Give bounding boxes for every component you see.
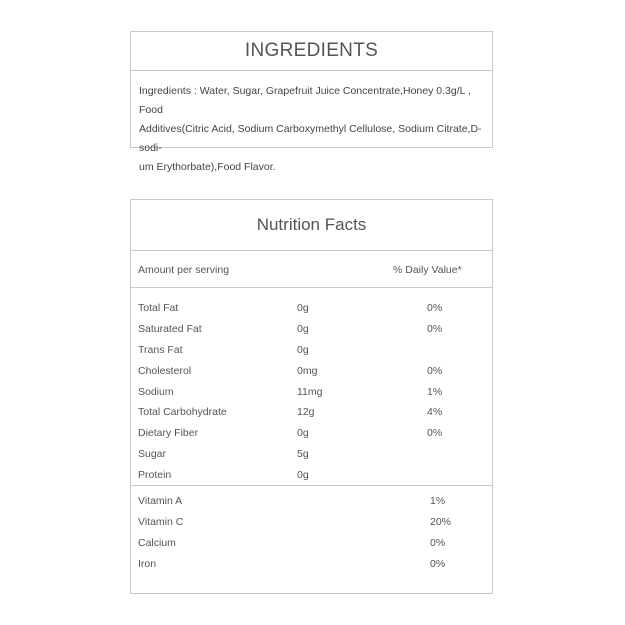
nutrient-name: Cholesterol — [138, 364, 192, 377]
vitamin-daily: 20% — [430, 515, 452, 528]
table-row — [131, 554, 492, 575]
nutrient-amount: 0g — [297, 322, 309, 335]
nutrient-amount: 0g — [297, 427, 309, 440]
daily-value-label: % Daily Value* — [393, 264, 462, 276]
table-row — [131, 361, 492, 382]
nutrient-daily: 0% — [427, 322, 443, 335]
ingredients-panel — [130, 31, 493, 173]
table-row — [131, 533, 492, 554]
table-row — [131, 444, 492, 465]
nutrient-daily: 0% — [427, 302, 443, 314]
nutrient-name: Total Carbohydrate — [138, 406, 227, 419]
nutrient-daily: 0% — [427, 427, 443, 440]
table-row — [131, 402, 492, 423]
table-row — [131, 512, 492, 533]
nutrition-title: Nutrition Facts — [131, 200, 492, 251]
ingredients-line: Ingredients : Water, Sugar, Grapefruit Juice Concentrate,Honey 0.3g/L , Food — [139, 85, 471, 116]
nutrient-amount: 0mg — [297, 364, 318, 377]
amount-per-serving-label: Amount per serving — [138, 264, 230, 276]
table-row — [131, 340, 492, 361]
ingredients-line: um Erythorbate),Food Flavor. — [139, 161, 276, 173]
nutrient-name: Dietary Fiber — [138, 427, 199, 440]
vitamins-minerals — [131, 486, 492, 575]
nutrient-name: Total Fat — [138, 302, 179, 314]
nutrient-amount: 0g — [297, 302, 309, 314]
ingredients-line: Additives(Citric Acid, Sodium Carboxymethyl Cellulose, Sodium Citrate,D-sodi- — [139, 123, 482, 154]
nutrient-daily: 0% — [427, 364, 443, 377]
table-row — [131, 491, 492, 512]
nutrient-name: Sugar — [138, 448, 167, 461]
nutrient-name: Protein — [138, 469, 172, 482]
nutrient-amount: 0g — [297, 343, 309, 356]
nutrient-amount: 5g — [297, 448, 309, 461]
vitamin-daily: 0% — [430, 557, 446, 570]
table-row — [131, 298, 492, 319]
nutrient-daily: 1% — [427, 385, 443, 398]
ingredients-text — [131, 71, 492, 177]
vitamin-name: Vitamin A — [138, 495, 183, 507]
table-row — [131, 382, 492, 403]
nutrient-name: Trans Fat — [138, 343, 183, 356]
nutrient-name: Sodium — [138, 385, 174, 398]
nutrient-daily: 4% — [427, 406, 443, 419]
nutrient-amount: 0g — [297, 469, 309, 482]
table-row — [131, 423, 492, 444]
table-row — [131, 319, 492, 340]
vitamin-daily: 0% — [430, 536, 446, 549]
nutrient-amount: 11mg — [297, 385, 323, 398]
nutrition-header — [131, 251, 492, 288]
vitamin-name: Iron — [138, 557, 157, 570]
vitamin-name: Vitamin C — [138, 515, 184, 528]
table-row — [131, 465, 492, 486]
vitamin-name: Calcium — [138, 536, 176, 549]
vitamin-daily: 1% — [430, 495, 446, 507]
nutrient-name: Saturated Fat — [138, 322, 202, 335]
nutrient-amount: 12g — [297, 406, 315, 419]
nutrition-facts-panel — [130, 199, 493, 594]
macro-nutrients — [131, 288, 492, 486]
ingredients-title: INGREDIENTS — [131, 32, 492, 71]
